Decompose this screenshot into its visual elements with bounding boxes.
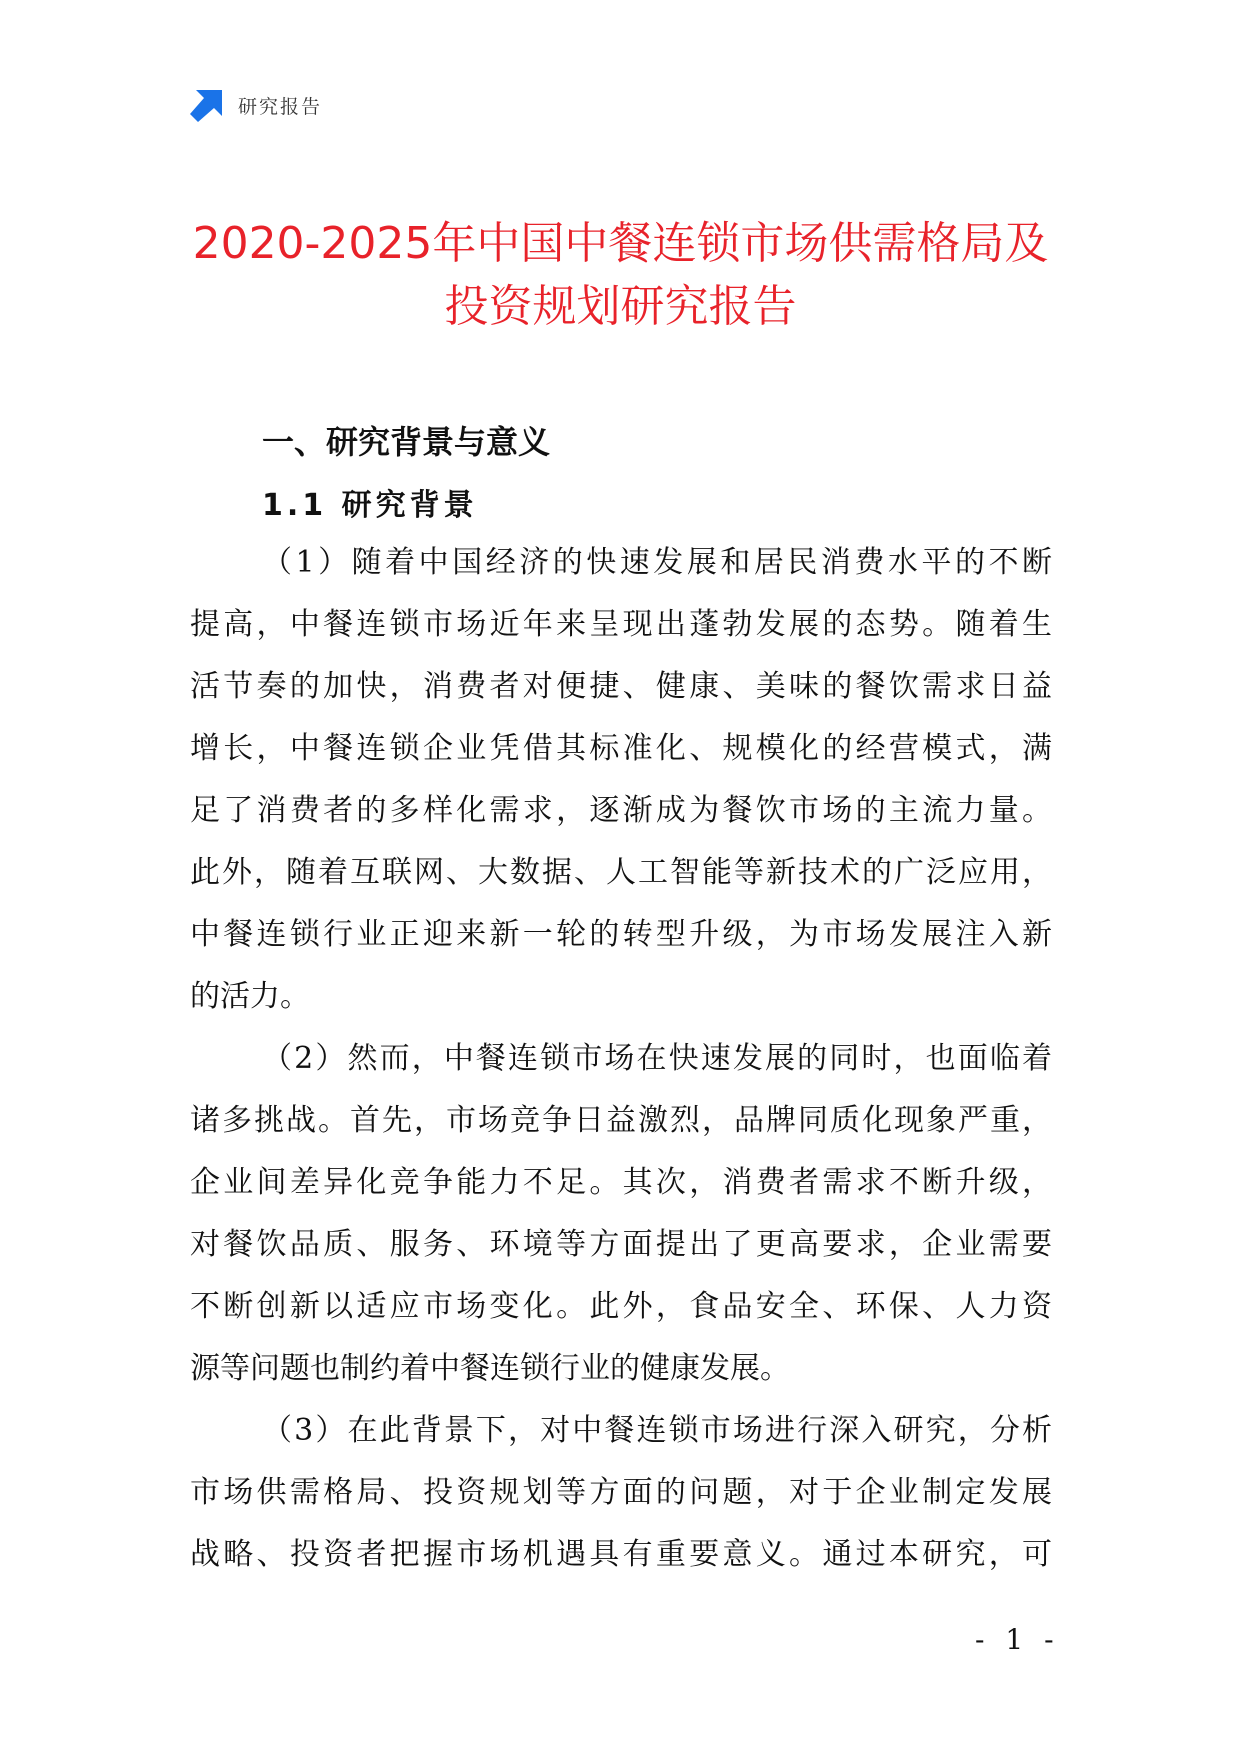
paragraph-line: 不断创新以适应市场变化。此外，食品安全、环保、人力资 — [190, 1289, 1052, 1324]
diagonal-arrow-icon — [190, 88, 224, 122]
paragraph-line: （2）然而，中餐连锁市场在快速发展的同时，也面临着 — [262, 1041, 1052, 1076]
page-number: - 1 - — [975, 1623, 1060, 1656]
paragraph-line: 足了消费者的多样化需求，逐渐成为餐饮市场的主流力量。 — [190, 793, 1052, 828]
paragraph-line: 提高，中餐连锁市场近年来呈现出蓬勃发展的态势。随着生 — [190, 607, 1052, 642]
paragraph-line: 的活力。 — [190, 979, 310, 1014]
title-line: 2020-2025年中国中餐连锁市场供需格局及 — [192, 218, 1049, 269]
title-line: 投资规划研究报告 — [444, 281, 797, 332]
paragraph-line: 诸多挑战。首先，市场竞争日益激烈，品牌同质化现象严重， — [190, 1103, 1052, 1138]
section-heading: 一、研究背景与意义 — [262, 423, 551, 461]
paragraph-line: 活节奏的加快，消费者对便捷、健康、美味的餐饮需求日益 — [190, 669, 1052, 704]
paragraph-line: 战略、投资者把握市场机遇具有重要意义。通过本研究，可 — [190, 1537, 1052, 1572]
document-title — [150, 212, 1091, 338]
paragraph-line: 企业间差异化竞争能力不足。其次，消费者需求不断升级， — [190, 1165, 1052, 1200]
paragraph-line: （1）随着中国经济的快速发展和居民消费水平的不断 — [262, 545, 1052, 580]
paragraph-3 — [190, 1400, 1052, 1586]
paragraph-line: 增长，中餐连锁企业凭借其标准化、规模化的经营模式，满 — [190, 731, 1052, 766]
subsection-heading: 1.1 研究背景 — [262, 488, 478, 523]
paragraph-line: 对餐饮品质、服务、环境等方面提出了更高要求，企业需要 — [190, 1227, 1052, 1262]
page-header — [190, 88, 322, 122]
paragraph-line: （3）在此背景下，对中餐连锁市场进行深入研究，分析 — [262, 1413, 1052, 1448]
header-label: 研究报告 — [238, 95, 323, 118]
paragraph-line: 市场供需格局、投资规划等方面的问题，对于企业制定发展 — [190, 1475, 1052, 1510]
paragraph-line: 中餐连锁行业正迎来新一轮的转型升级，为市场发展注入新 — [190, 917, 1052, 952]
paragraph-1 — [190, 532, 1052, 1028]
paragraph-2 — [190, 1028, 1052, 1400]
paragraph-line: 源等问题也制约着中餐连锁行业的健康发展。 — [190, 1351, 790, 1386]
paragraph-line: 此外，随着互联网、大数据、人工智能等新技术的广泛应用， — [190, 855, 1052, 890]
